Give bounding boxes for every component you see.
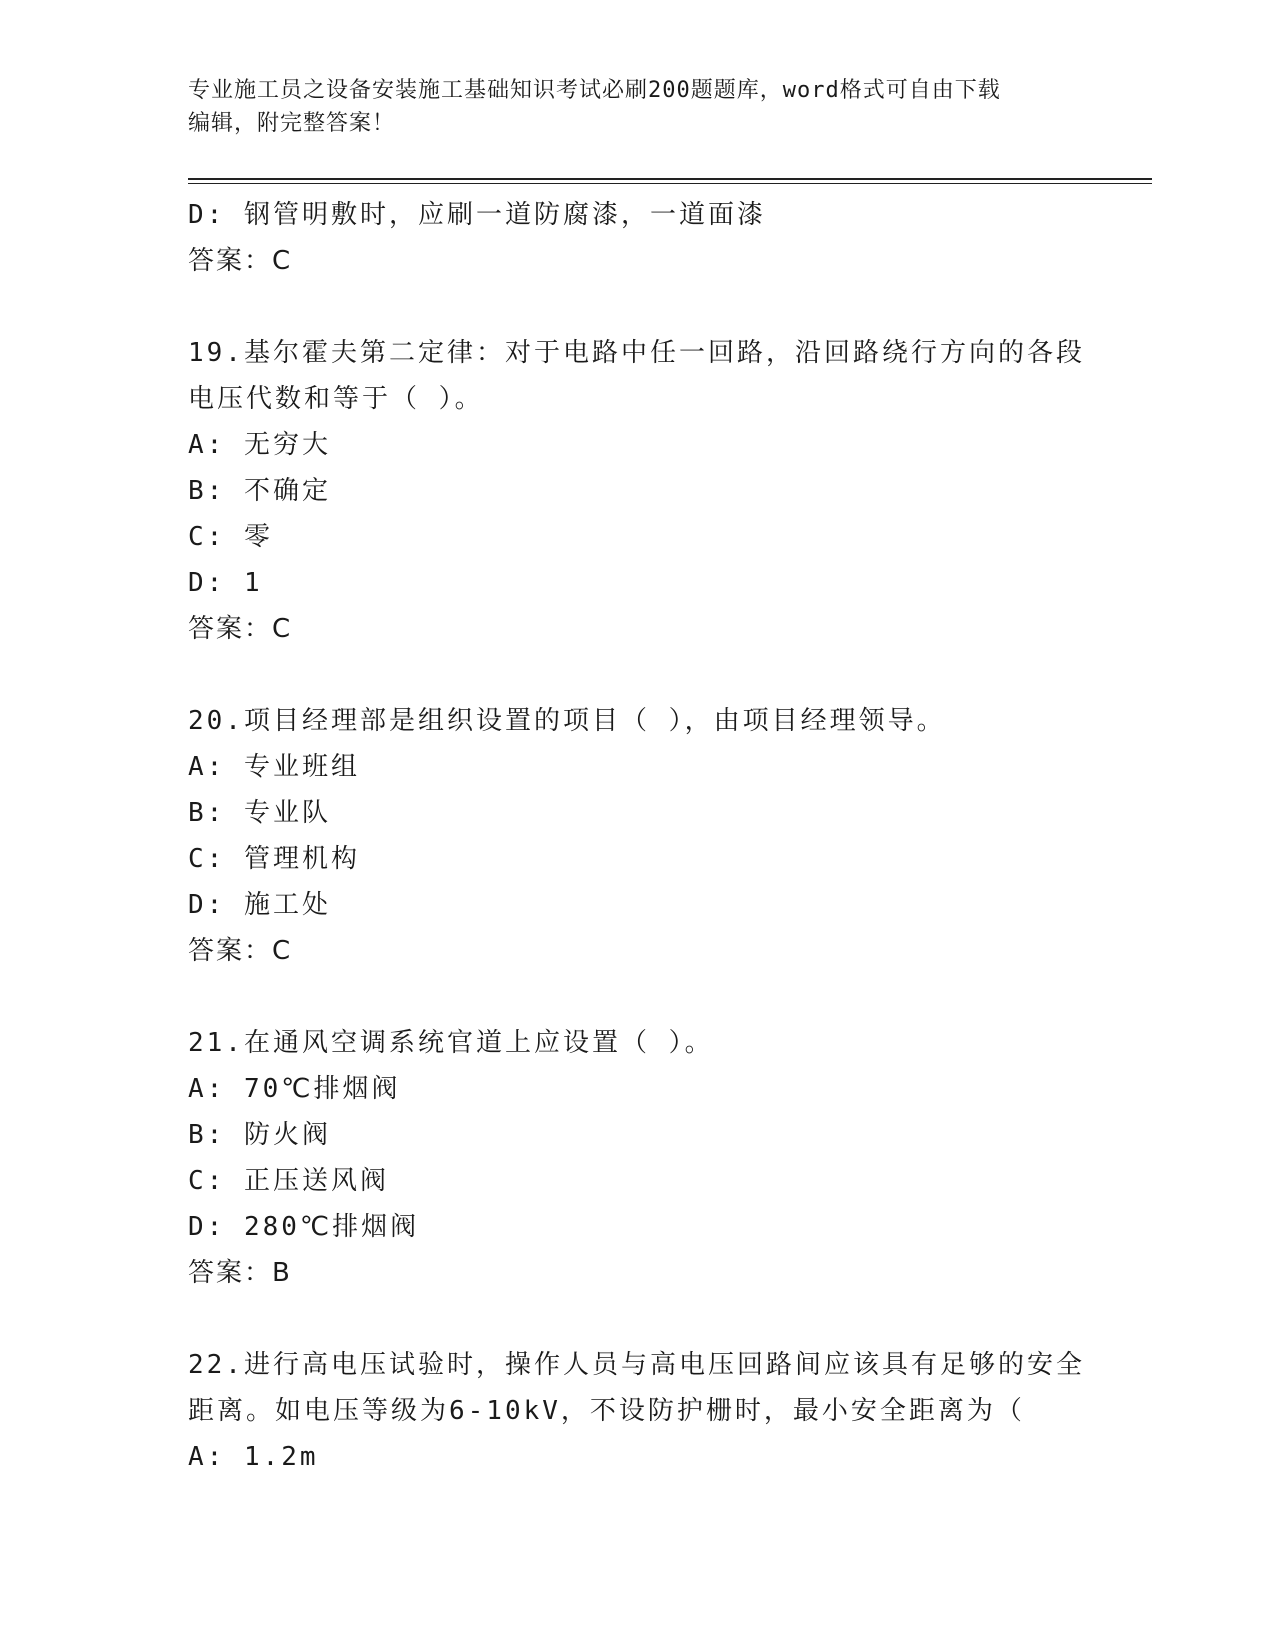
question-list (188, 192, 1088, 1480)
option-b: B: 专业队 (188, 798, 331, 828)
option-d: D: 1 (188, 568, 263, 598)
option-c: C: 管理机构 (188, 844, 360, 874)
question-text: 21.在通风空调系统官道上应设置（ ）。 (188, 1028, 714, 1058)
option-a: A: 无穷大 (188, 430, 331, 460)
option-b: B: 不确定 (188, 476, 331, 506)
option-c: C: 零 (188, 522, 273, 552)
document-header (188, 74, 1088, 140)
answer-line: 答案：C (188, 936, 293, 966)
option-d: D: 钢管明敷时，应刷一道防腐漆，一道面漆 (188, 200, 766, 230)
question-text-continued: 距离。如电压等级为6-10kV，不设防护栅时，最小安全距离为（ (188, 1396, 1025, 1426)
question-text: 22.进行高电压试验时，操作人员与高电压回路间应该具有足够的安全 (188, 1350, 1085, 1380)
header-title-line2: 编辑，附完整答案！ (188, 111, 396, 136)
header-rule-thick (188, 178, 1152, 180)
spacer (188, 974, 1088, 1020)
option-a: A: 70℃排烟阀 (188, 1074, 401, 1104)
question-text-continued: 电压代数和等于（ ）。 (188, 384, 484, 414)
option-d: D: 施工处 (188, 890, 331, 920)
header-title-line1: 专业施工员之设备安装施工基础知识考试必刷200题题库，word格式可自由下载 (188, 78, 1001, 103)
answer-line: 答案：C (188, 614, 293, 644)
option-a: A: 专业班组 (188, 752, 360, 782)
option-b: B: 防火阀 (188, 1120, 331, 1150)
option-d: D: 280℃排烟阀 (188, 1212, 420, 1242)
spacer (188, 1296, 1088, 1342)
header-rule-thin (188, 183, 1152, 184)
option-c: C: 正压送风阀 (188, 1166, 389, 1196)
question-text: 19.基尔霍夫第二定律：对于电路中任一回路，沿回路绕行方向的各段 (188, 338, 1085, 368)
answer-line: 答案：C (188, 246, 293, 276)
option-a: A: 1.2m (188, 1442, 319, 1472)
spacer (188, 652, 1088, 698)
answer-line: 答案：B (188, 1258, 292, 1288)
question-text: 20.项目经理部是组织设置的项目（ ），由项目经理领导。 (188, 706, 946, 736)
spacer (188, 284, 1088, 330)
